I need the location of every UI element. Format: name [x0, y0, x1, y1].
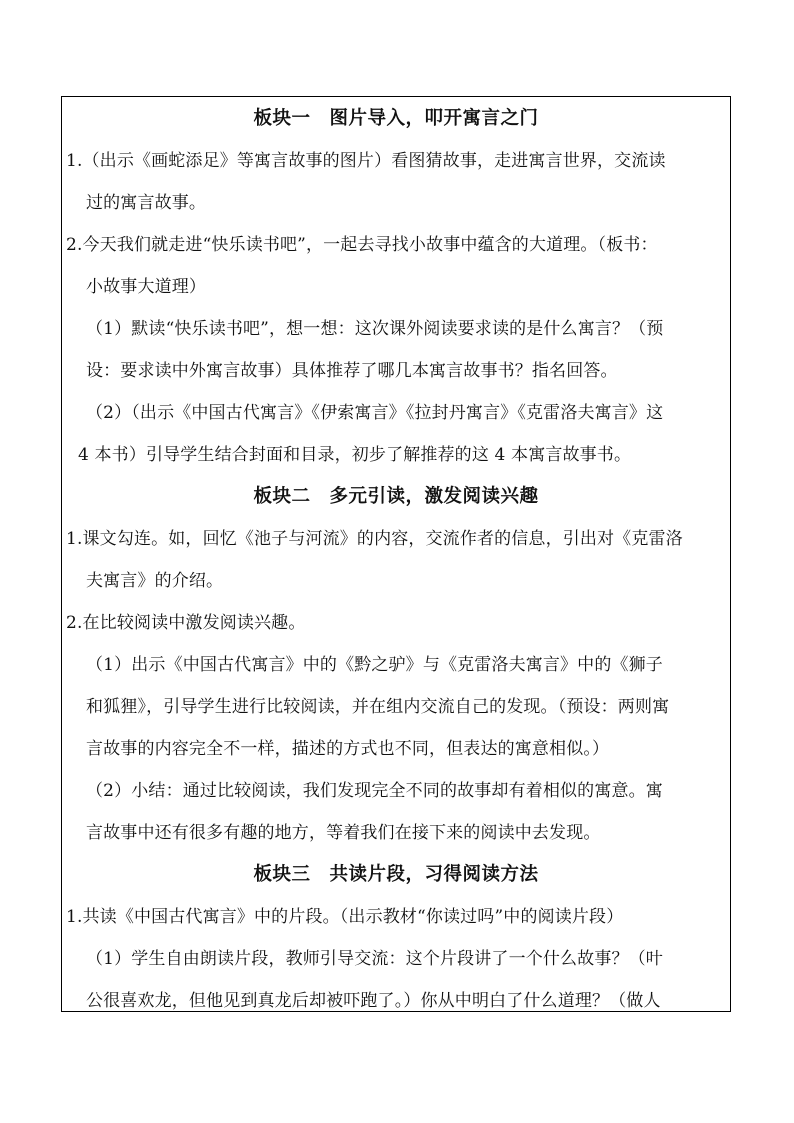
paragraph-line: 和狐狸》，引导学生进行比较阅读，并在组内交流自己的发现。（预设：两则寓	[86, 697, 670, 717]
paragraph-line: 夫寓言》的介绍。	[86, 571, 224, 591]
paragraph-line: 小故事大道理）	[86, 277, 207, 297]
paragraph-line: 1.共读《中国古代寓言》中的片段。（出示教材“你读过吗”中的阅读片段）	[66, 907, 624, 927]
paragraph-line: （2）（出示《中国古代寓言》《伊索寓言》《拉封丹寓言》《克雷洛夫寓言》这	[86, 403, 664, 423]
paragraph-line: （1）出示《中国古代寓言》中的《黔之驴》与《克雷洛夫寓言》中的《狮子	[86, 655, 663, 675]
section-1-heading: 板块一 图片导入，叩开寓言之门	[253, 108, 539, 129]
paragraph-line: 言故事的内容完全不一样，描述的方式也不同，但表达的寓意相似。）	[86, 739, 610, 759]
paragraph-line: 2.今天我们就走进“快乐读书吧”，一起去寻找小故事中蕴含的大道理。（板书：	[66, 235, 658, 255]
lesson-plan-box	[61, 96, 731, 1012]
paragraph-line: （2）小结：通过比较阅读，我们发现完全不同的故事却有着相似的寓意。寓	[86, 781, 663, 801]
paragraph-line: 设：要求读中外寓言故事）具体推荐了哪几本寓言故事书？指名回答。	[86, 361, 618, 381]
section-2-heading: 板块二 多元引读，激发阅读兴趣	[253, 486, 539, 507]
paragraph-line: （1）学生自由朗读片段，教师引导交流：这个片段讲了一个什么故事？（叶	[86, 949, 663, 969]
paragraph-line: 1.课文勾连。如，回忆《池子与河流》的内容，交流作者的信息，引出对《克雷洛	[66, 529, 683, 549]
paragraph-line: 2.在比较阅读中激发阅读兴趣。	[66, 613, 306, 633]
paragraph-line: （1）默读“快乐读书吧”，想一想：这次课外阅读要求读的是什么寓言？（预	[86, 319, 664, 339]
paragraph-line: 言故事中还有很多有趣的地方，等着我们在接下来的阅读中去发现。	[86, 823, 601, 843]
paragraph-line: 1.（出示《画蛇添足》等寓言故事的图片）看图猜故事，走进寓言世界，交流读	[66, 151, 666, 171]
section-3-heading: 板块三 共读片段，习得阅读方法	[253, 864, 539, 885]
paragraph-line: 过的寓言故事。	[86, 193, 207, 213]
paragraph-line: 4 本书）引导学生结合封面和目录，初步了解推荐的这 4 本寓言故事书。	[78, 445, 632, 465]
paragraph-line: 公很喜欢龙，但他见到真龙后却被吓跑了。）你从中明白了什么道理？（做人	[86, 991, 661, 1011]
